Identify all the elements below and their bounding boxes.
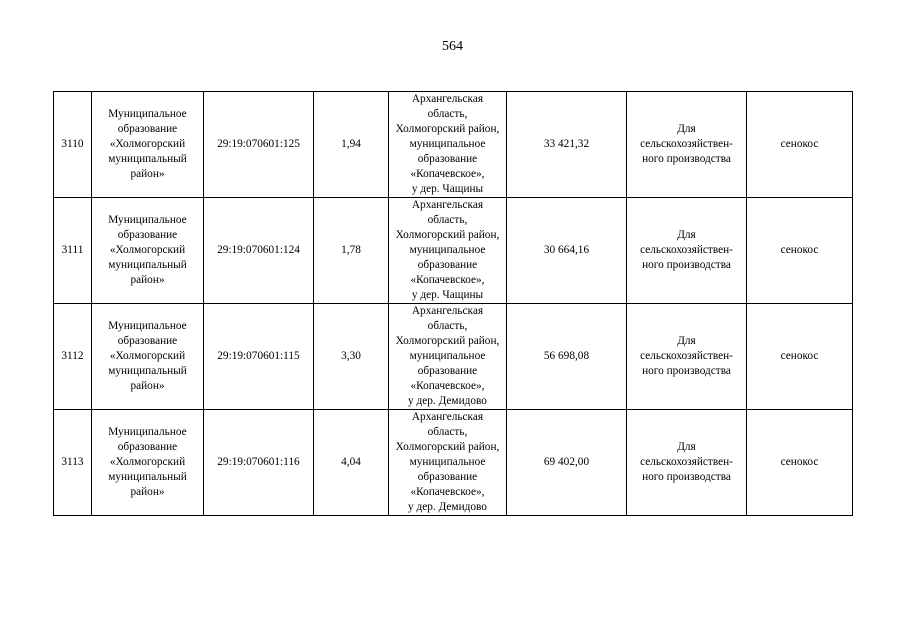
area-cell: 3,30	[314, 304, 389, 410]
row-number-cell: 3111	[54, 198, 92, 304]
cadastral-number-cell: 29:19:070601:124	[204, 198, 314, 304]
table-row	[54, 410, 853, 516]
permitted-use-cell: сенокос	[747, 92, 853, 198]
cadastral-value-cell: 33 421,32	[507, 92, 627, 198]
row-number-cell: 3110	[54, 92, 92, 198]
row-number-cell: 3112	[54, 304, 92, 410]
location-cell: Архангельская область, Холмогорский район, муниципальное образование «Копачевское», у дер. Чащины	[389, 92, 507, 198]
owner-cell: Муниципальное образование «Холмогорский муниципальный район»	[92, 304, 204, 410]
land-registry-table	[53, 91, 853, 516]
permitted-use-cell: сенокос	[747, 304, 853, 410]
permitted-use-cell: сенокос	[747, 410, 853, 516]
land-category-cell: Для сельскохозяйствен- ного производства	[627, 198, 747, 304]
table-row	[54, 92, 853, 198]
cadastral-number-cell: 29:19:070601:115	[204, 304, 314, 410]
owner-cell: Муниципальное образование «Холмогорский муниципальный район»	[92, 410, 204, 516]
page-number: 564	[442, 39, 463, 54]
table-row	[54, 304, 853, 410]
permitted-use-cell: сенокос	[747, 198, 853, 304]
area-cell: 1,78	[314, 198, 389, 304]
land-category-cell: Для сельскохозяйствен- ного производства	[627, 304, 747, 410]
cadastral-number-cell: 29:19:070601:116	[204, 410, 314, 516]
location-cell: Архангельская область, Холмогорский район, муниципальное образование «Копачевское», у дер. Чащины	[389, 198, 507, 304]
location-cell: Архангельская область, Холмогорский район, муниципальное образование «Копачевское», у дер. Демидово	[389, 410, 507, 516]
row-number-cell: 3113	[54, 410, 92, 516]
table-row	[54, 198, 853, 304]
cadastral-number-cell: 29:19:070601:125	[204, 92, 314, 198]
cadastral-value-cell: 56 698,08	[507, 304, 627, 410]
owner-cell: Муниципальное образование «Холмогорский муниципальный район»	[92, 92, 204, 198]
area-cell: 1,94	[314, 92, 389, 198]
area-cell: 4,04	[314, 410, 389, 516]
location-cell: Архангельская область, Холмогорский район, муниципальное образование «Копачевское», у дер. Демидово	[389, 304, 507, 410]
land-category-cell: Для сельскохозяйствен- ного производства	[627, 92, 747, 198]
cadastral-value-cell: 69 402,00	[507, 410, 627, 516]
owner-cell: Муниципальное образование «Холмогорский муниципальный район»	[92, 198, 204, 304]
cadastral-value-cell: 30 664,16	[507, 198, 627, 304]
land-category-cell: Для сельскохозяйствен- ного производства	[627, 410, 747, 516]
